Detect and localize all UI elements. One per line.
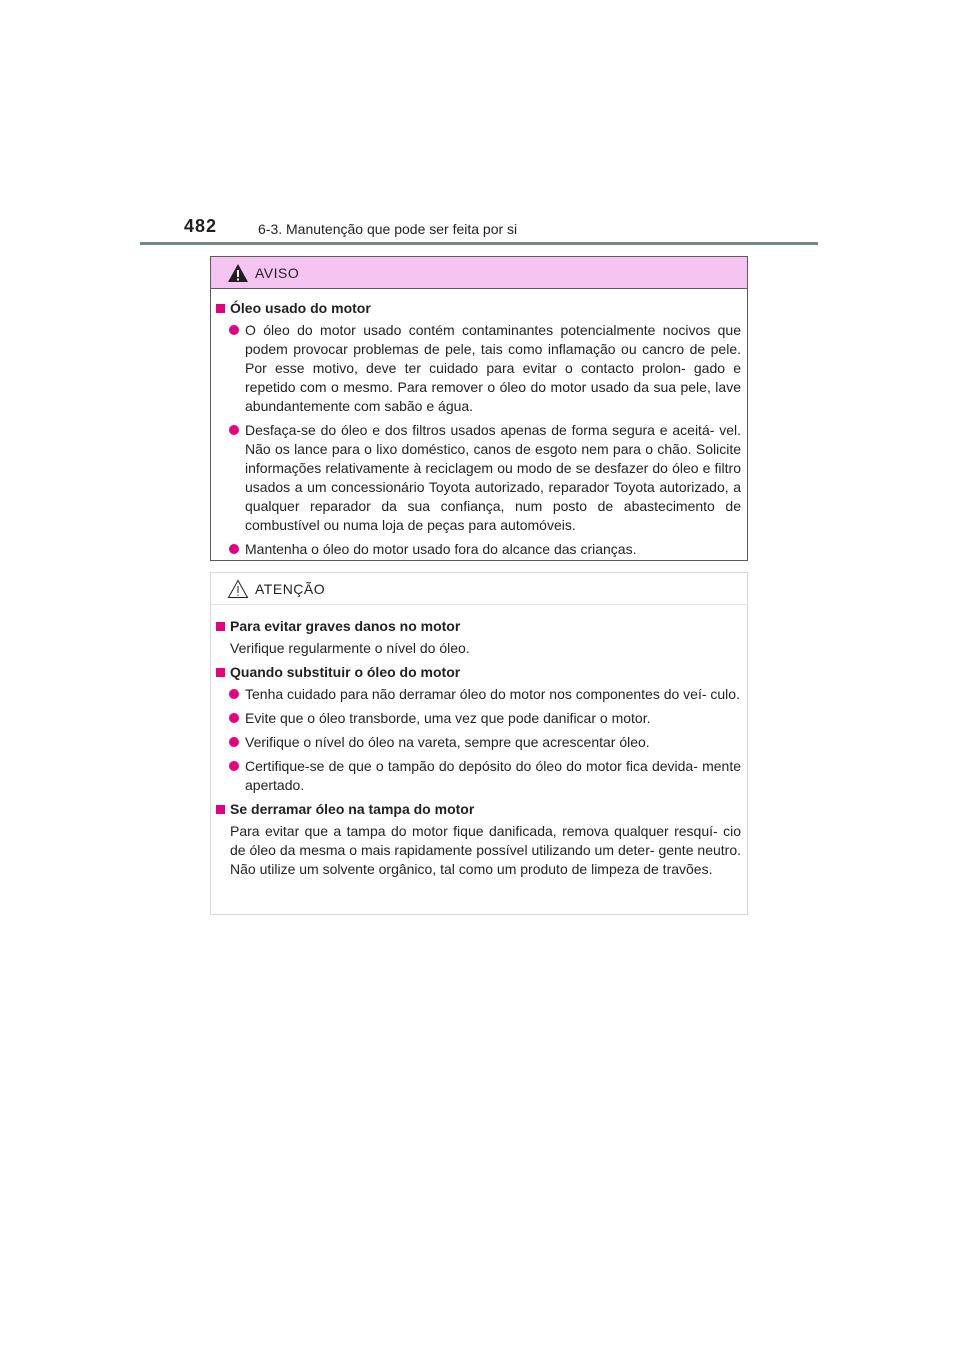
header-rule: [140, 242, 818, 245]
caution-section-heading: [215, 800, 741, 819]
list-item: [215, 709, 741, 728]
caution-section-heading: [215, 617, 741, 636]
square-bullet-icon: [216, 805, 225, 814]
list-item-text: Verifique o nível do óleo na vareta, sempre que acrescentar óleo.: [245, 734, 650, 750]
list-item-text: Mantenha o óleo do motor usado fora do alcance das crianças.: [245, 541, 637, 557]
list-item: [215, 733, 741, 752]
square-bullet-icon: [216, 304, 225, 313]
list-item: [215, 421, 741, 535]
circle-bullet-icon: [229, 425, 239, 435]
caution-section-text: Para evitar que a tampa do motor fique danificada, remova qualquer resquí- cio de óleo da mesma o mais rapidamente possível utilizando um deter- gente neutro. Não utilize um solvente orgânico, tal como um produto de limpeza de travões.: [230, 823, 741, 877]
section-title: 6-3. Manutenção que pode ser feita por si: [258, 221, 518, 237]
caution-section-title: Para evitar graves danos no motor: [230, 618, 461, 634]
circle-bullet-icon: [229, 689, 239, 699]
caution-label: ATENÇÃO: [255, 581, 326, 597]
warning-triangle-icon: [227, 263, 249, 283]
caution-box-header: [211, 573, 747, 605]
square-bullet-icon: [216, 622, 225, 631]
circle-bullet-icon: [229, 761, 239, 771]
caution-box: [210, 572, 748, 915]
list-item-text: Certifique-se de que o tampão do depósito do óleo do motor fica devida- mente apertado.: [245, 758, 741, 793]
list-item-text: O óleo do motor usado contém contaminantes potencialmente nocivos que podem provocar problemas de pele, tais como inflamação ou cancro de pele. Por esse motivo, deve ter cuidado para evitar o contacto prolon- gado e repetido com o mesmo. Para remover o óleo do motor usado da sua pele, lave abundantemente com sabão e água.: [245, 322, 741, 414]
warning-section-heading: [215, 299, 741, 318]
list-item-text: Tenha cuidado para não derramar óleo do motor nos componentes do veí- culo.: [245, 686, 740, 702]
warning-box-body: [211, 289, 747, 559]
caution-section-title: Se derramar óleo na tampa do motor: [230, 801, 475, 817]
circle-bullet-icon: [229, 713, 239, 723]
circle-bullet-icon: [229, 325, 239, 335]
circle-bullet-icon: [229, 737, 239, 747]
list-item-text: Desfaça-se do óleo e dos filtros usados apenas de forma segura e aceitá- vel. Não os lance para o lixo doméstico, canos de esgoto nem para o chão. Solicite informações relativamente à reciclagem ou modo de se desfazer do óleo e filtro usados a um concessionário Toyota autorizado, reparador Toyota autorizado, a qualquer reparador da sua confiança, num posto de abastecimento de combustível ou numa loja de peças para automóveis.: [245, 422, 741, 533]
list-item: [215, 685, 741, 704]
caution-section-text: Verifique regularmente o nível do óleo.: [230, 640, 470, 656]
list-item-text: Evite que o óleo transborde, uma vez que pode danificar o motor.: [245, 710, 651, 726]
square-bullet-icon: [216, 668, 225, 677]
list-item: [215, 540, 741, 559]
warning-box: [210, 256, 748, 561]
caution-section-title: Quando substituir o óleo do motor: [230, 664, 461, 680]
list-item: [215, 321, 741, 416]
warning-section-title: Óleo usado do motor: [230, 300, 371, 316]
list-item: [215, 757, 741, 795]
page-number: 482: [184, 216, 218, 236]
caution-section-heading: [215, 663, 741, 682]
warning-label: AVISO: [255, 265, 300, 281]
caution-box-body: [211, 605, 747, 879]
circle-bullet-icon: [229, 544, 239, 554]
warning-box-header: [211, 257, 747, 289]
caution-triangle-icon: [227, 579, 249, 599]
